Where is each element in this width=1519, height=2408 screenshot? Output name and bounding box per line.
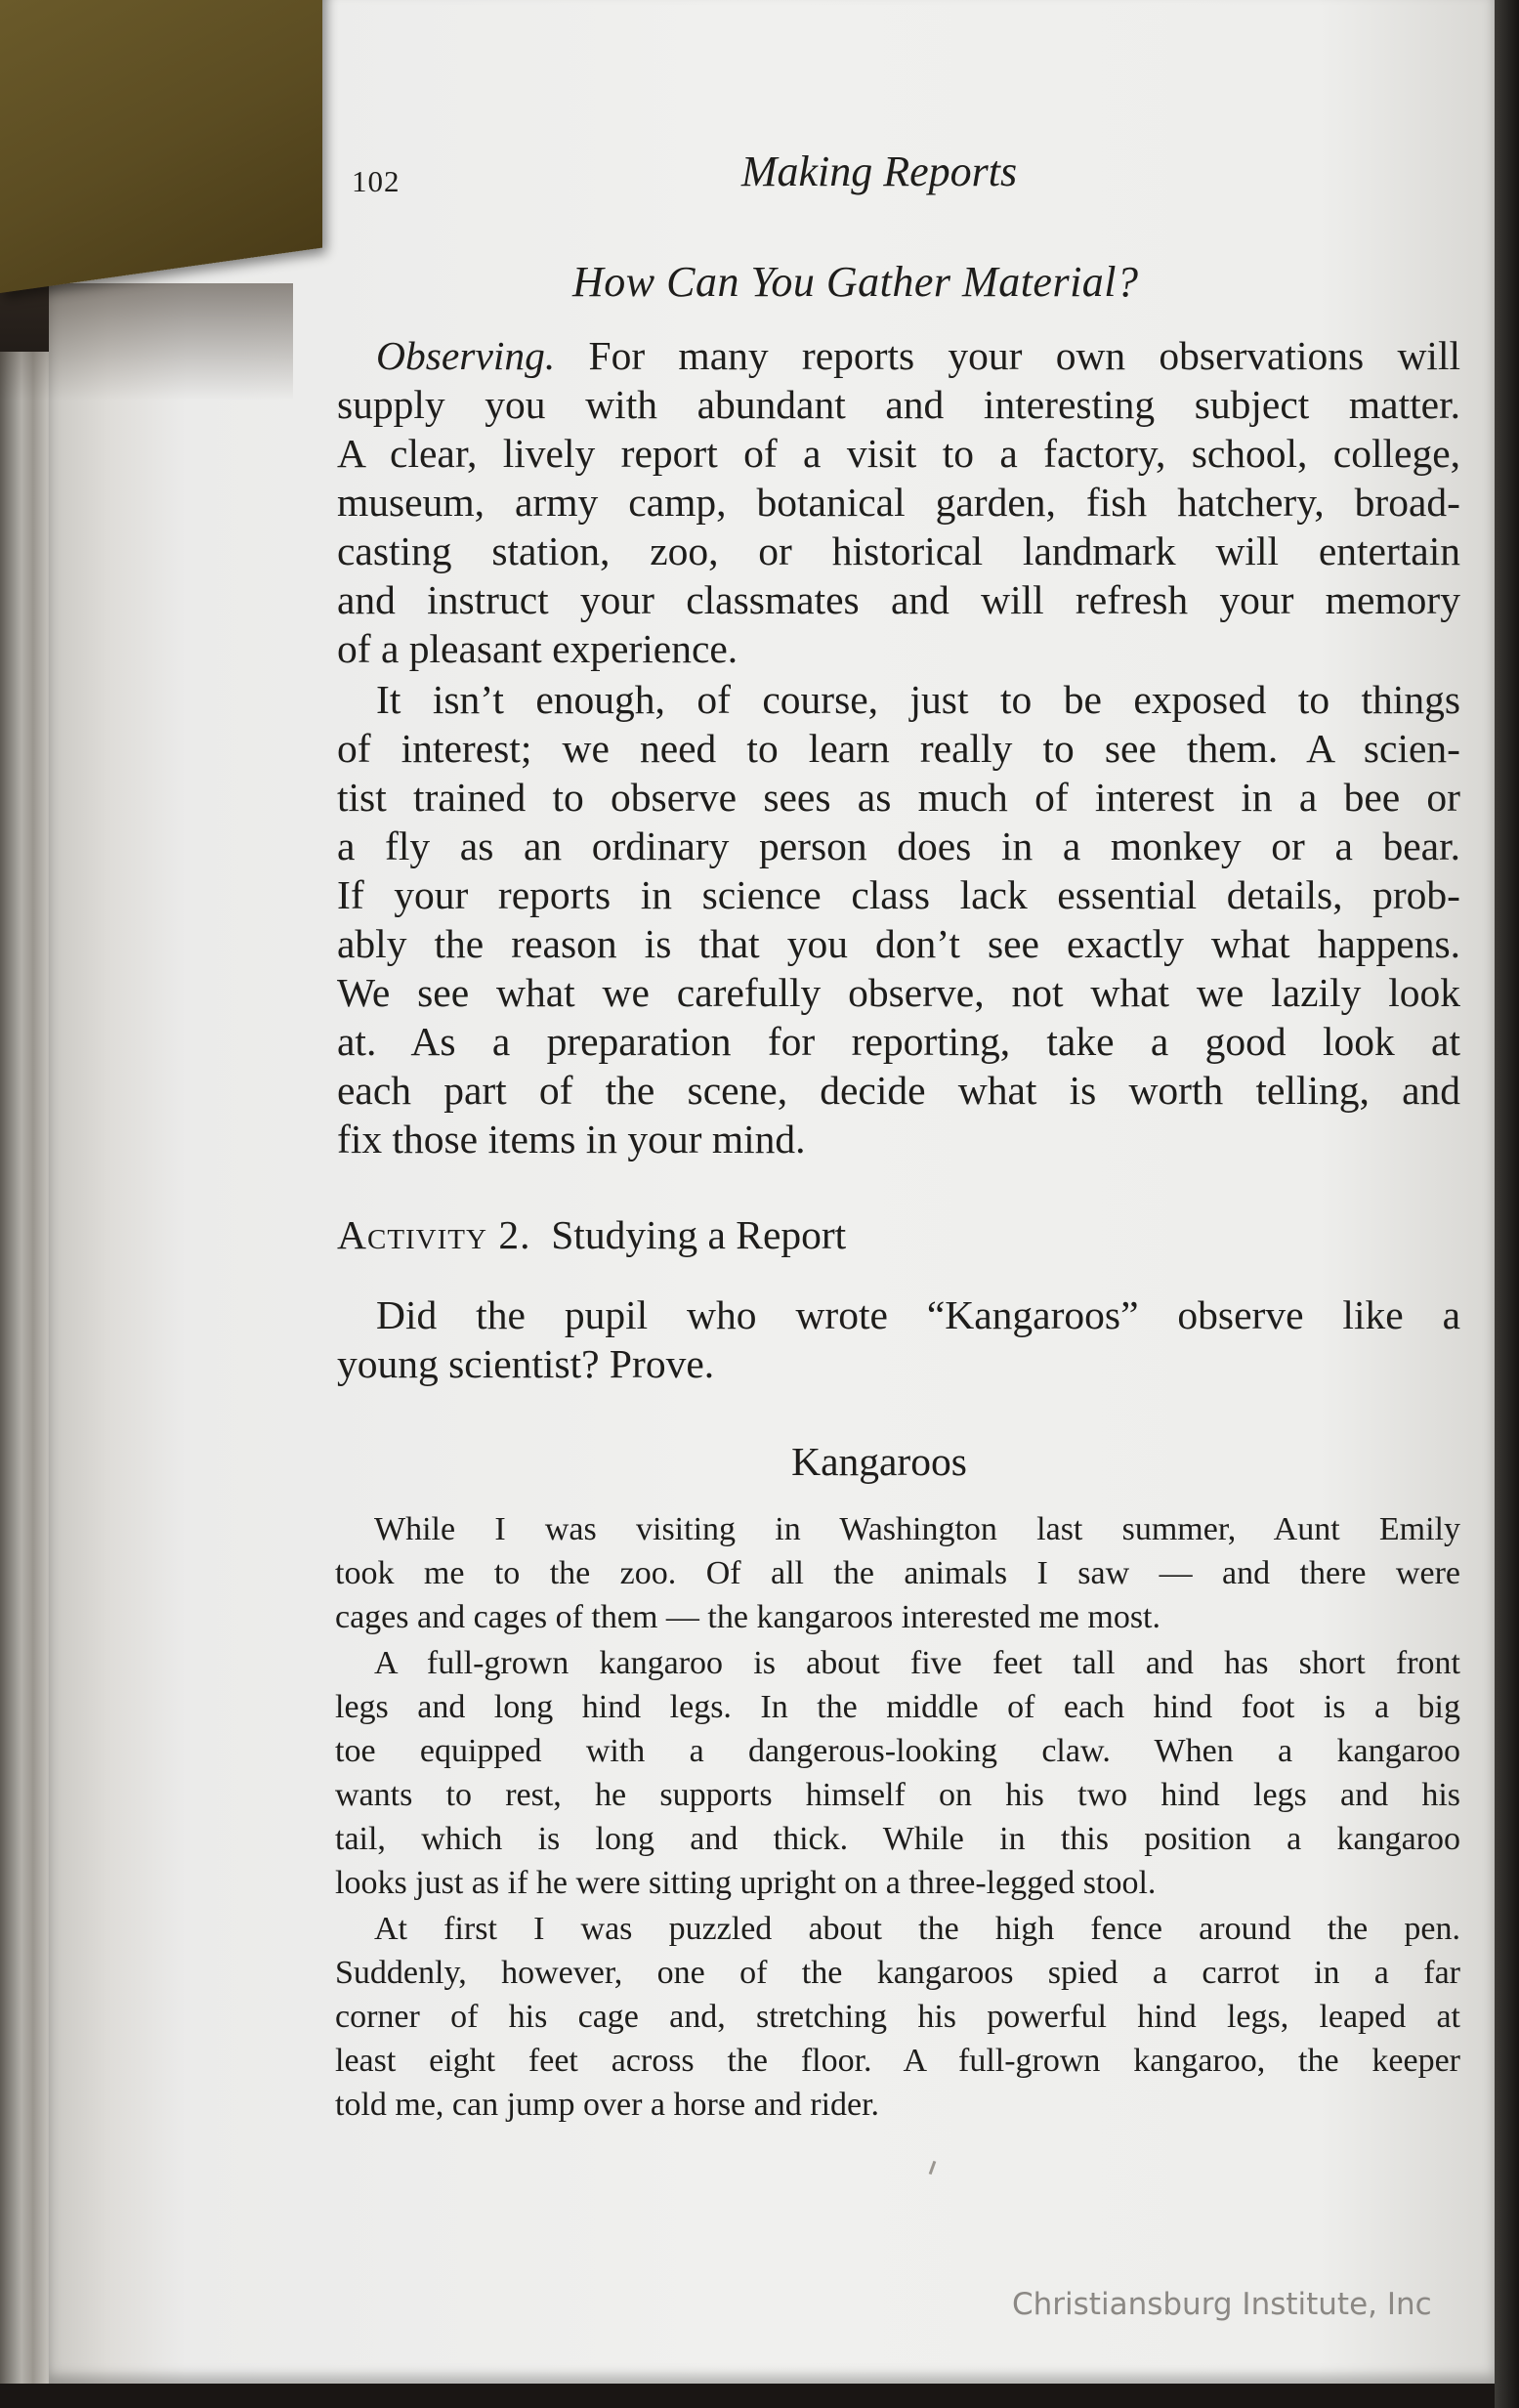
para2-line: It isn’t enough, of course, just to be exposed to things xyxy=(376,677,1460,722)
activity-heading xyxy=(337,1211,846,1258)
activity-title: Studying a Report xyxy=(551,1212,847,1257)
report-line: least eight feet across the floor. A full-grown kangaroo, the keeper xyxy=(335,2043,1460,2079)
para2-line: If your reports in science class lack essential details, prob- xyxy=(337,872,1460,917)
section-heading: How Can You Gather Material? xyxy=(572,258,1139,306)
para1-line: casting station, zoo, or historical landmark will entertain xyxy=(337,528,1460,573)
activity-question-line: young scientist? Prove. xyxy=(337,1341,715,1386)
report-line: told me, can jump over a horse and rider. xyxy=(335,2087,880,2123)
report-line: toe equipped with a dangerous-looking claw. When a kangaroo xyxy=(335,1733,1460,1769)
para2-line: We see what we carefully observe, not what we lazily look xyxy=(337,970,1460,1015)
report-line: wants to rest, he supports himself on his two hind legs and his xyxy=(335,1777,1460,1813)
para1-line: Observing. For many reports your own observations will xyxy=(376,333,1461,378)
report-line: cages and cages of them — the kangaroos interested me most. xyxy=(335,1599,1161,1635)
report-line: tail, which is long and thick. While in this position a kangaroo xyxy=(335,1821,1460,1857)
para1-line: of a pleasant experience. xyxy=(337,626,738,671)
para1-line: and instruct your classmates and will refresh your memory xyxy=(337,577,1460,622)
para2-line: ably the reason is that you don’t see exactly what happens. xyxy=(337,921,1460,966)
bookmark-shadow xyxy=(0,283,293,401)
report-line: While I was visiting in Washington last summer, Aunt Emily xyxy=(374,1511,1460,1547)
report-line: At first I was puzzled about the high fence around the pen. xyxy=(374,1911,1460,1947)
running-head: Making Reports xyxy=(740,148,1018,195)
report-line: A full-grown kangaroo is about five feet tall and has short front xyxy=(374,1645,1460,1681)
para2-line: each part of the scene, decide what is worth telling, and xyxy=(337,1068,1460,1113)
para2-line: at. As a preparation for reporting, take a good look at xyxy=(337,1019,1460,1064)
report-line: looks just as if he were sitting upright on a three-legged stool. xyxy=(335,1865,1157,1901)
report-line: Suddenly, however, one of the kangaroos spied a carrot in a far xyxy=(335,1955,1460,1991)
para1-lead: Observing. xyxy=(376,333,556,378)
para1-line: supply you with abundant and interesting subject matter. xyxy=(337,382,1460,427)
right-book-edge xyxy=(1495,0,1519,2408)
report-title: Kangaroos xyxy=(791,1439,967,1484)
para2-line: fix those items in your mind. xyxy=(337,1117,806,1162)
para1-line: museum, army camp, botanical garden, fish hatchery, broad- xyxy=(337,480,1460,525)
activity-question-line: Did the pupil who wrote “Kangaroos” observe like a xyxy=(376,1292,1460,1337)
para1-line: A clear, lively report of a visit to a factory, school, college, xyxy=(337,431,1460,476)
report-line: took me to the zoo. Of all the animals I saw — and there were xyxy=(335,1555,1460,1591)
report-line: legs and long hind legs. In the middle of each hind foot is a big xyxy=(335,1689,1460,1725)
para2-line: tist trained to observe sees as much of interest in a bee or xyxy=(337,775,1460,820)
activity-label: Activity 2. xyxy=(337,1212,531,1257)
para2-line: a fly as an ordinary person does in a monkey or a bear. xyxy=(337,824,1460,868)
page-number: 102 xyxy=(352,164,401,198)
report-line: corner of his cage and, stretching his powerful hind legs, leaped at xyxy=(335,1999,1460,2035)
watermark: Christiansburg Institute, Inc xyxy=(1012,2287,1432,2322)
para2-line: of interest; we need to learn really to see them. A scien- xyxy=(337,726,1460,771)
